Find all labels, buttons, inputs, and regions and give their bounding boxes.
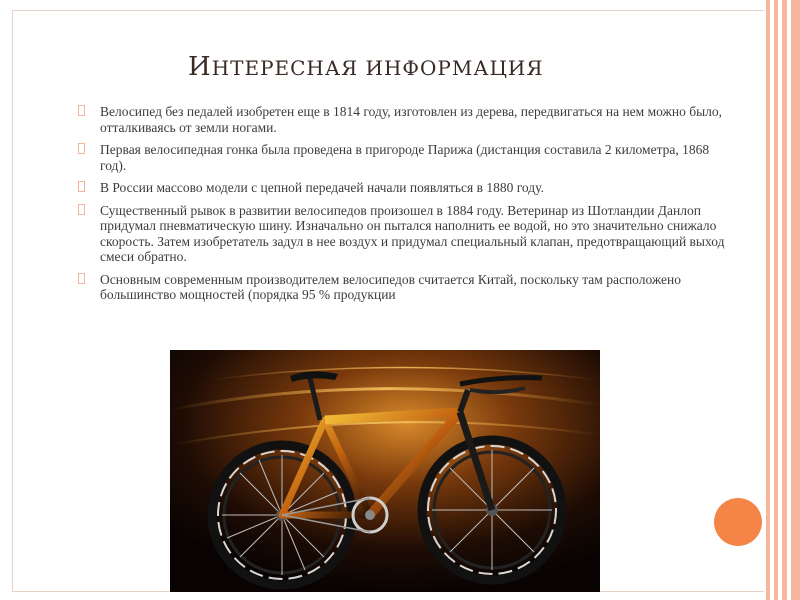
bullet-text: Основным современным производителем велосипедов считается Китай, поскольку там расположено большинство мощностей (порядка 95 % продукции <box>100 271 682 302</box>
bullet-marker-icon <box>78 273 85 284</box>
bullet-item <box>78 203 738 265</box>
bicycle-photo <box>170 350 600 592</box>
decorative-circle <box>714 498 762 546</box>
bicycle-illustration <box>170 350 600 592</box>
title-initial: И <box>188 52 212 82</box>
bullet-text: В России массово модели с цепной передачей начали появляться в 1880 году. <box>100 180 544 195</box>
bullet-marker-icon <box>78 143 85 154</box>
bullet-marker-icon <box>78 204 85 215</box>
bullet-list <box>78 104 738 310</box>
slide-title <box>188 52 544 82</box>
bullet-marker-icon <box>78 105 85 116</box>
bullet-text: Велосипед без педалей изобретен еще в 1814 году, изготовлен из дерева, передвигаться на нем можно было, отталкиваясь от земли ногами. <box>100 104 723 135</box>
title-rest: НТЕРЕСНАЯ ИНФОРМАЦИЯ <box>211 56 544 80</box>
bullet-item <box>78 180 738 196</box>
bullet-item <box>78 104 738 135</box>
bullet-item <box>78 142 738 173</box>
bullet-item <box>78 272 738 303</box>
bullet-text: Существенный рывок в развитии велосипедов произошел в 1884 году. Ветеринар из Шотландии Данлоп придумал пневматическую шину. Изначально он пытался наполнить ее водой, но это значительно снижало скорость. Затем изобретатель задул в нее воздух и придумал специальный клапан, предотвращающий выход смеси обратно. <box>100 202 725 264</box>
decorative-stripes <box>764 0 800 600</box>
bullet-marker-icon <box>78 181 85 192</box>
bullet-text: Первая велосипедная гонка была проведена в пригороде Парижа (дистанция составила 2 километра, 1868 год). <box>100 142 710 173</box>
